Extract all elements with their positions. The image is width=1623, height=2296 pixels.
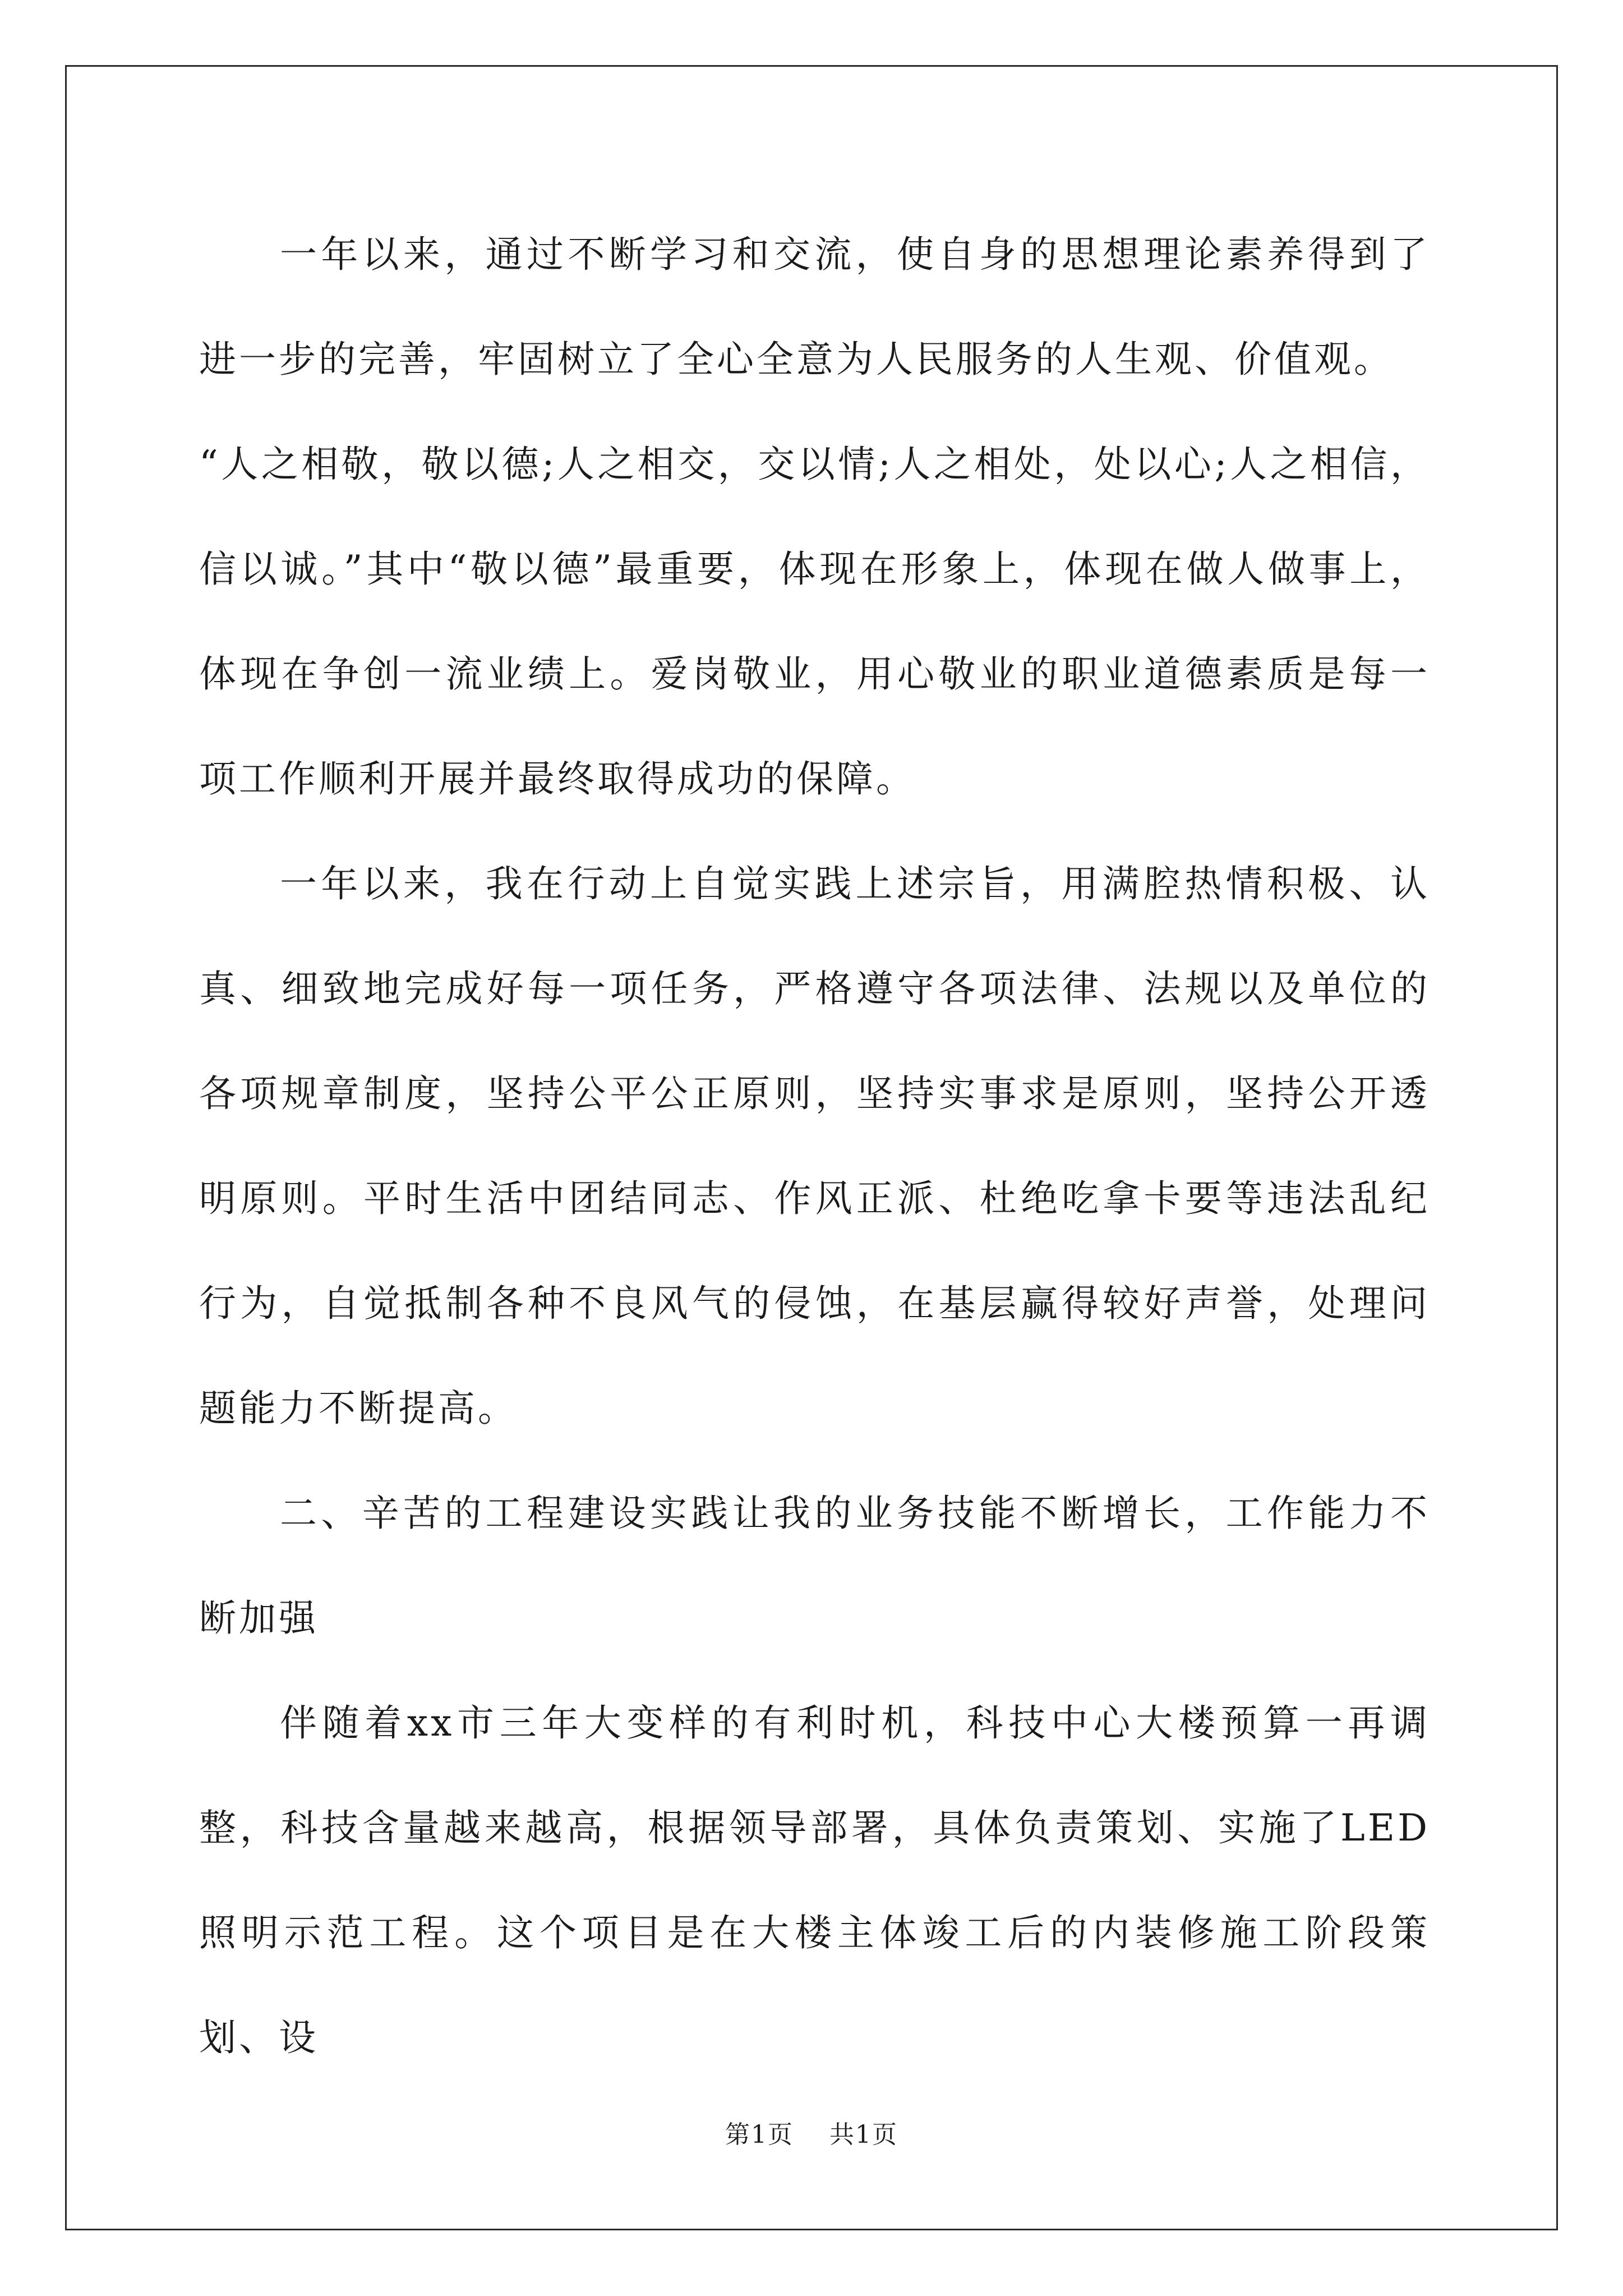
paragraph-1: 一年以来，通过不断学习和交流，使自身的思想理论素养得到了进一步的完善，牢固树立了全心全意为人民服务的人生观、价值观。: [199, 233, 1430, 381]
paragraph-3: 一年以来，我在行动上自觉实践上述宗旨，用满腔热情积极、认真、细致地完成好每一项任务，严格遵守各项法律、法规以及单位的各项规章制度，坚持公平公正原则，坚持实事求是原则，坚持公开透明原则。平时生活中团结同志、作风正派、杜绝吃拿卡要等违法乱纪行为，自觉抵制各种不良风气的侵蚀，在基层赢得较好声誉，处理问题能力不断提高。: [199, 862, 1430, 1430]
page-footer: 第1页 共1页: [725, 2120, 898, 2149]
paragraph-2: “人之相敬，敬以德;人之相交，交以情;人之相处，处以心;人之相信，信以诚。”其中“敬以德”最重要，体现在形象上，体现在做人做事上，体现在争创一流业绩上。爱岗敬业，用心敬业的职业道德素质是每一项工作顺利开展并最终取得成功的保障。: [199, 443, 1430, 800]
section-heading-2: 二、辛苦的工程建设实践让我的业务技能不断增长，工作能力不断加强: [199, 1492, 1430, 1640]
paragraph-4: 伴随着xx市三年大变样的有利时机，科技中心大楼预算一再调整，科技含量越来越高，根据领导部署，具体负责策划、实施了LED照明示范工程。这个项目是在大楼主体竣工后的内装修施工阶段策划、设: [199, 1701, 1430, 2059]
document-body: [199, 202, 1430, 2090]
